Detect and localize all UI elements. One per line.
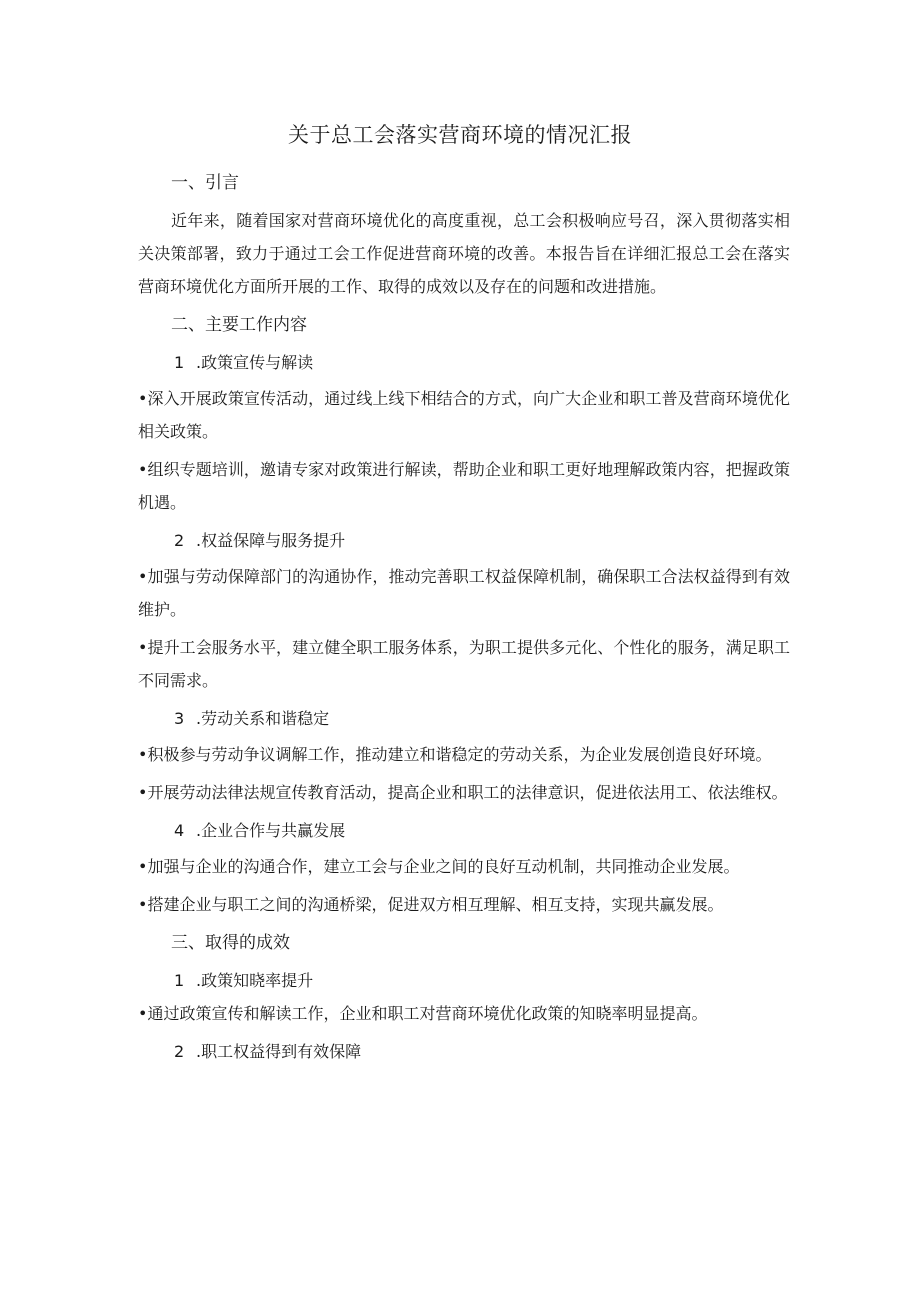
subsection-label: .权益保障与服务提升 bbox=[196, 531, 346, 550]
subsection-label: .职工权益得到有效保障 bbox=[196, 1042, 362, 1061]
bullet-item: •搭建企业与职工之间的沟通桥梁，促进双方相互理解、相互支持，实现共赢发展。 bbox=[138, 895, 724, 914]
section-heading-main-work: 二、主要工作内容 bbox=[171, 315, 307, 335]
subsection-number: 1 bbox=[174, 971, 185, 990]
subsection-number: 2 bbox=[174, 531, 185, 550]
subsection-heading-enterprise-cooperation bbox=[138, 814, 790, 847]
bullet-item: •提升工会服务水平，建立健全职工服务体系，为职工提供多元化、个性化的服务，满足职工不同需求。 bbox=[138, 638, 790, 690]
subsection-label: .政策知晓率提升 bbox=[196, 971, 314, 990]
subsection-number: 4 bbox=[174, 821, 185, 840]
document-body bbox=[138, 161, 790, 1071]
bullet-item: •积极参与劳动争议调解工作，推动建立和谐稳定的劳动关系，为企业发展创造良好环境。 bbox=[138, 745, 772, 764]
bullet-item: •加强与劳动保障部门的沟通协作，推动完善职工权益保障机制，确保职工合法权益得到有效维护。 bbox=[138, 567, 790, 619]
subsection-number: 1 bbox=[174, 353, 185, 372]
bullet-item: •组织专题培训，邀请专家对政策进行解读，帮助企业和职工更好地理解政策内容，把握政策机遇。 bbox=[138, 460, 790, 512]
subsection-heading-worker-rights bbox=[138, 1035, 790, 1068]
subsection-label: .企业合作与共赢发展 bbox=[196, 821, 346, 840]
subsection-number: 3 bbox=[174, 709, 185, 728]
subsection-number: 2 bbox=[174, 1042, 185, 1061]
section-heading-introduction: 一、引言 bbox=[171, 173, 239, 193]
subsection-label: .政策宣传与解读 bbox=[196, 353, 314, 372]
introduction-paragraph: 近年来，随着国家对营商环境优化的高度重视，总工会积极响应号召，深入贯彻落实相关决策部署，致力于通过工会工作促进营商环境的改善。本报告旨在详细汇报总工会在落实营商环境优化方面所开展的工作、取得的成效以及存在的问题和改进措施。 bbox=[138, 211, 790, 296]
subsection-heading-policy-promotion bbox=[138, 346, 790, 379]
subsection-heading-rights-protection bbox=[138, 524, 790, 557]
bullet-item: •开展劳动法律法规宣传教育活动，提高企业和职工的法律意识，促进依法用工、依法维权。 bbox=[138, 783, 788, 802]
document-title: 关于总工会落实营商环境的情况汇报 bbox=[288, 123, 632, 147]
subsection-heading-policy-awareness bbox=[138, 964, 790, 997]
bullet-item: •通过政策宣传和解读工作，企业和职工对营商环境优化政策的知晓率明显提高。 bbox=[138, 1004, 708, 1023]
subsection-label: .劳动关系和谐稳定 bbox=[196, 709, 330, 728]
subsection-heading-labor-relations bbox=[138, 702, 790, 735]
bullet-item: •加强与企业的沟通合作，建立工会与企业之间的良好互动机制，共同推动企业发展。 bbox=[138, 857, 740, 876]
section-heading-achievements: 三、取得的成效 bbox=[171, 933, 290, 953]
bullet-item: •深入开展政策宣传活动，通过线上线下相结合的方式，向广大企业和职工普及营商环境优化相关政策。 bbox=[138, 389, 790, 441]
